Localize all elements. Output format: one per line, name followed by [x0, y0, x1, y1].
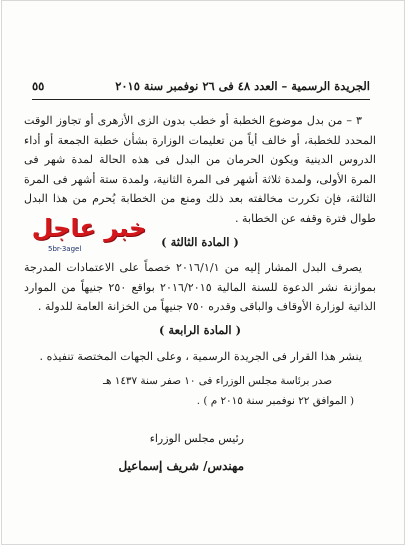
- signatory-name: مهندس/ شريف إسماعيل: [118, 458, 244, 473]
- gregorian-date-line: ( الموافق ٢٢ نوفمبر سنة ٢٠١٥ م ) .: [196, 394, 354, 407]
- clause-3-paragraph: ٣ – من بدل موضوع الخطبة أو خطب بدون الزى الأزهرى أو تجاوز الوقت المحدد للخطبة، أو خالف أياً من تعليمات الوزارة بشأن خطبة الجمعة أو أداء الدروس الدينية ويكون الحرمان من البدل فى هذه الحالة لمدة شهر فى المرة الأولى، ولمدة ثلاثة أشهر فى المرة الثانية، ولمدة ستة أشهر فى المرة الثالثة، فإن تكررت مخالفته بعد ذلك ومنع من الخطابة يُحرم من هذا البدل طوال فترة وقفه عن الخطابة .: [24, 114, 376, 225]
- page-number: ٥٥: [32, 79, 45, 93]
- document-body: [24, 111, 376, 477]
- article-4-heading: ( المادة الرابعة ): [158, 322, 242, 337]
- signature-block: [24, 429, 376, 476]
- page-header: [32, 79, 370, 97]
- gazette-page: [1, 0, 405, 545]
- watermark-text: خبر عاجل: [31, 214, 147, 242]
- watermark-subtext: 5br-3agel: [48, 245, 82, 253]
- signatory-title: رئيس مجلس الوزراء: [149, 432, 244, 446]
- article-3-heading: ( المادة الثالثة ): [161, 234, 239, 249]
- issuance-line: صدر برئاسة مجلس الوزراء فى ١٠ صفر سنة ١٤٣٧ هـ: [102, 375, 332, 388]
- site-watermark-logo: [30, 214, 148, 260]
- article-4-paragraph: ينشر هذا القرار فى الجريدة الرسمية ، وعلى الجهات المختصة تنفيذه .: [39, 349, 362, 363]
- header-divider: [32, 99, 370, 100]
- article-3-paragraph: يصرف البدل المشار إليه من ٢٠١٦/١/١ خصماً على الاعتمادات المدرجة بموازنة نشر الدعوة للسنة المالية ٢٠١٦/٢٠١٥ بواقع ٢٥٠ جنيهاً من الموارد الذاتية لوزارة الأوقاف والباقى وقدره ٧٥٠ جنيهاً من الخزانة العامة للدولة .: [24, 261, 376, 314]
- header-title: الجريدة الرسمية – العدد ٤٨ فى ٢٦ نوفمبر سنة ٢٠١٥: [115, 79, 370, 93]
